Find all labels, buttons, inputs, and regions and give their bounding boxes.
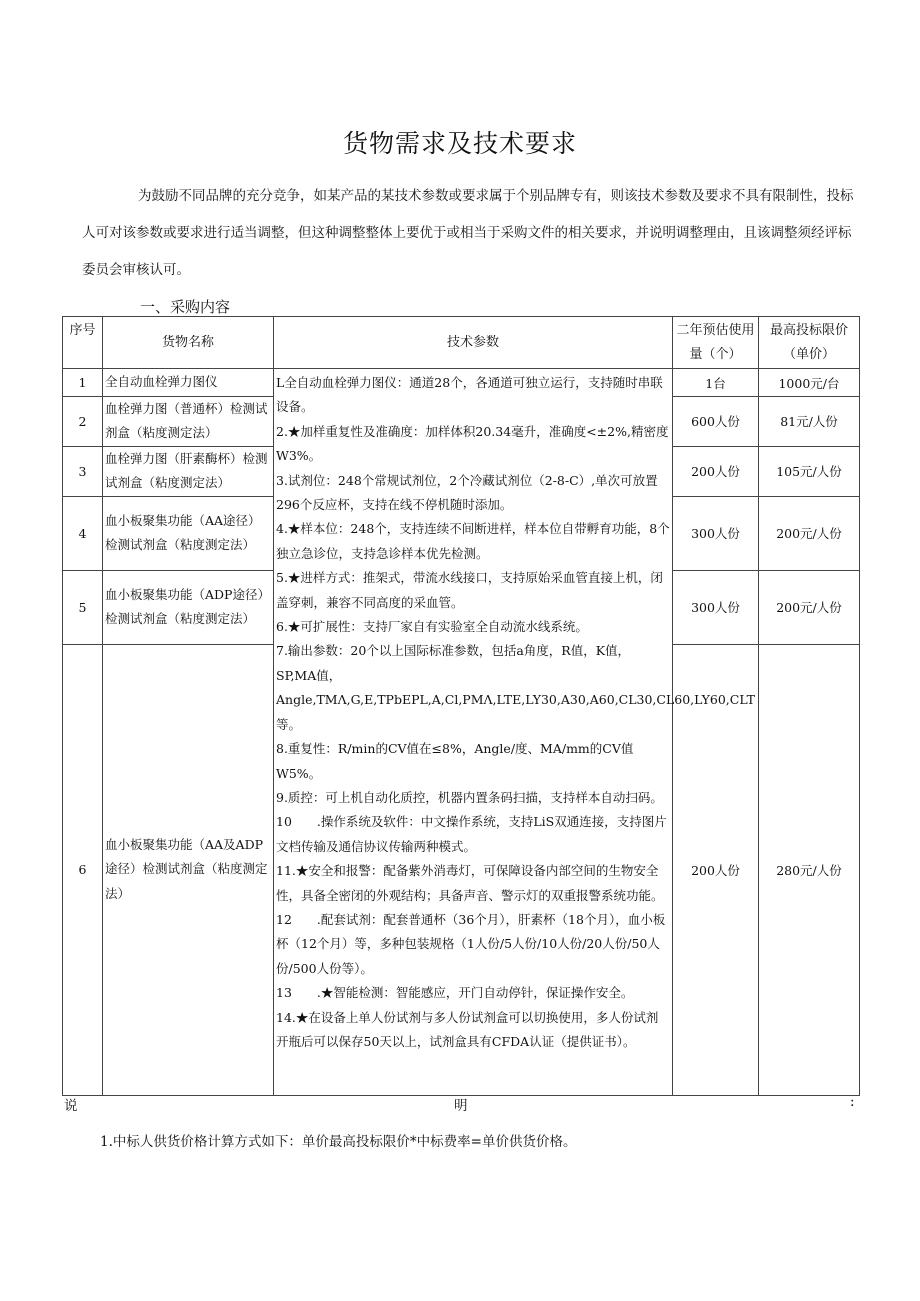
spec-line: 3.试剂位：248个常规试剂位，2个冷藏试剂位（2-8-C）,单次可放置296个反应杯，支持在线不停机随时添加。 [276,472,658,513]
row-name: 血小板聚集功能（ADP途径）检测试剂盒（粘度测定法） [103,570,274,644]
row-name: 血小板聚集功能（AA途径）检测试剂盒（粘度测定法） [103,496,274,570]
table-header-row [63,317,860,369]
spec-line: 13 .★智能检测：智能感应，开门自动停针，保证操作安全。 [276,985,634,1001]
row-qty: 1台 [673,369,759,397]
row-no: 1 [63,369,103,397]
row-price: 200元/人份 [759,496,860,570]
row-no: 3 [63,446,103,496]
row-no: 6 [63,644,103,1095]
header-name: 货物名称 [103,317,274,369]
row-name: 血小板聚集功能（AA及ADP途径）检测试剂盒（粘度测定法） [103,644,274,1095]
row-qty: 300人份 [673,496,759,570]
row-price: 200元/人份 [759,570,860,644]
row-price: 1000元/台 [759,369,860,397]
notes-label-part: : [850,1094,855,1110]
spec-line: 7.输出参数：20个以上国际标准参数，包括a角度，R值，K值，SP,MA值，Angle,TMΛ,G,E,TPbEPL,A,Cl,PMΛ,LTE,LY30,A30,A60,CL30,CL60,LY60,CLT等。 [276,643,755,732]
spec-line: 6.★可扩展性：支持厂家自有实验室全自动流水线系统。 [276,619,588,635]
spec-line: 14.★在设备上单人份试剂与多人份试剂盒可以切换使用，多人份试剂开瓶后可以保存50天以上，试剂盒具有CFDA认证（提供证书）。 [276,1009,659,1049]
intro-paragraph: 为鼓励不同品牌的充分竞争，如某产品的某技术参数或要求属于个别品牌专有，则该技术参数及要求不具有限制性，投标人可对该参数或要求进行适当调整，但这种调整整体上要优于或相当于采购文件的相关要求，并说明调整理由，且该调整须经评标委员会审核认可。 [82,188,854,278]
header-spec: 技术参数 [274,317,673,369]
spec-line: 12 .配套试剂：配套普通杯（36个月），肝素杯（18个月），血小板杯（12个月）等，多种包装规格（1人份/5人份/10人份/20人份/50人份/500人份等）。 [276,911,666,976]
row-price: 280元/人份 [759,644,860,1095]
row-qty: 200人份 [673,446,759,496]
row-qty: 600人份 [673,397,759,447]
procurement-table [62,316,860,1096]
spec-line: 10 .操作系统及软件：中文操作系统，支持LiS双通连接，支持图片文档传输及通信协议传输两种模式。 [276,814,667,854]
row-qty: 200人份 [673,644,759,1095]
table-row [63,369,860,397]
notes-label-part: 明 [454,1098,468,1114]
page-title: 货物需求及技术要求 [342,129,577,158]
section-heading: 一、采购内容 [140,298,231,316]
row-price: 81元/人份 [759,397,860,447]
row-price: 105元/人份 [759,446,860,496]
row-qty: 300人份 [673,570,759,644]
header-no: 序号 [63,317,103,369]
row-name: 全自动血栓弹力图仪 [103,369,274,397]
spec-line: 11.★安全和报警：配备紫外消毒灯，可保障设备内部空间的生物安全性，具备全密闭的外观结构；具备声音、警示灯的双重报警系统功能。 [276,863,664,903]
row-no: 2 [63,397,103,447]
spec-line: 2.★加样重复性及准确度：加样体积20.34毫升，准确度<±2%,精密度W3%。 [276,423,669,464]
header-price: 最高投标限价（单价） [759,317,860,369]
row-name: 血栓弹力图（普通杯）检测试剂盒（粘度测定法） [103,397,274,447]
notes-label-part: 说 [64,1098,78,1114]
spec-line: 8.重复性：R/min的CV值在≤8%，Angle/度、MA/mm的CV值W5%。 [276,741,634,781]
spec-line: 5.★进样方式：推架式，带流水线接口，支持原始采血管直接上机，闭盖穿刺，兼容不同高度的采血管。 [276,570,663,610]
header-qty: 二年预估使用量（个） [673,317,759,369]
row-no: 4 [63,496,103,570]
spec-line: 4.★样本位：248个，支持连续不间断进样，样本位自带孵育功能，8个独立急诊位，支持急诊样本优先检测。 [276,521,670,561]
spec-line: 9.质控：可上机自动化质控，机器内置条码扫描，支持样本自动扫码。 [276,789,663,805]
row-name: 血栓弹力图（肝素酶杯）检测试剂盒（粘度测定法） [103,446,274,496]
row-no: 5 [63,570,103,644]
spec-line: L全自动血栓弹力图仪：通道28个，各通道可独立运行，支持随时串联设备。 [276,375,663,415]
note-item: 1.中标人供货价格计算方式如下：单价最高投标限价*中标费率=单价供货价格。 [100,1134,577,1150]
